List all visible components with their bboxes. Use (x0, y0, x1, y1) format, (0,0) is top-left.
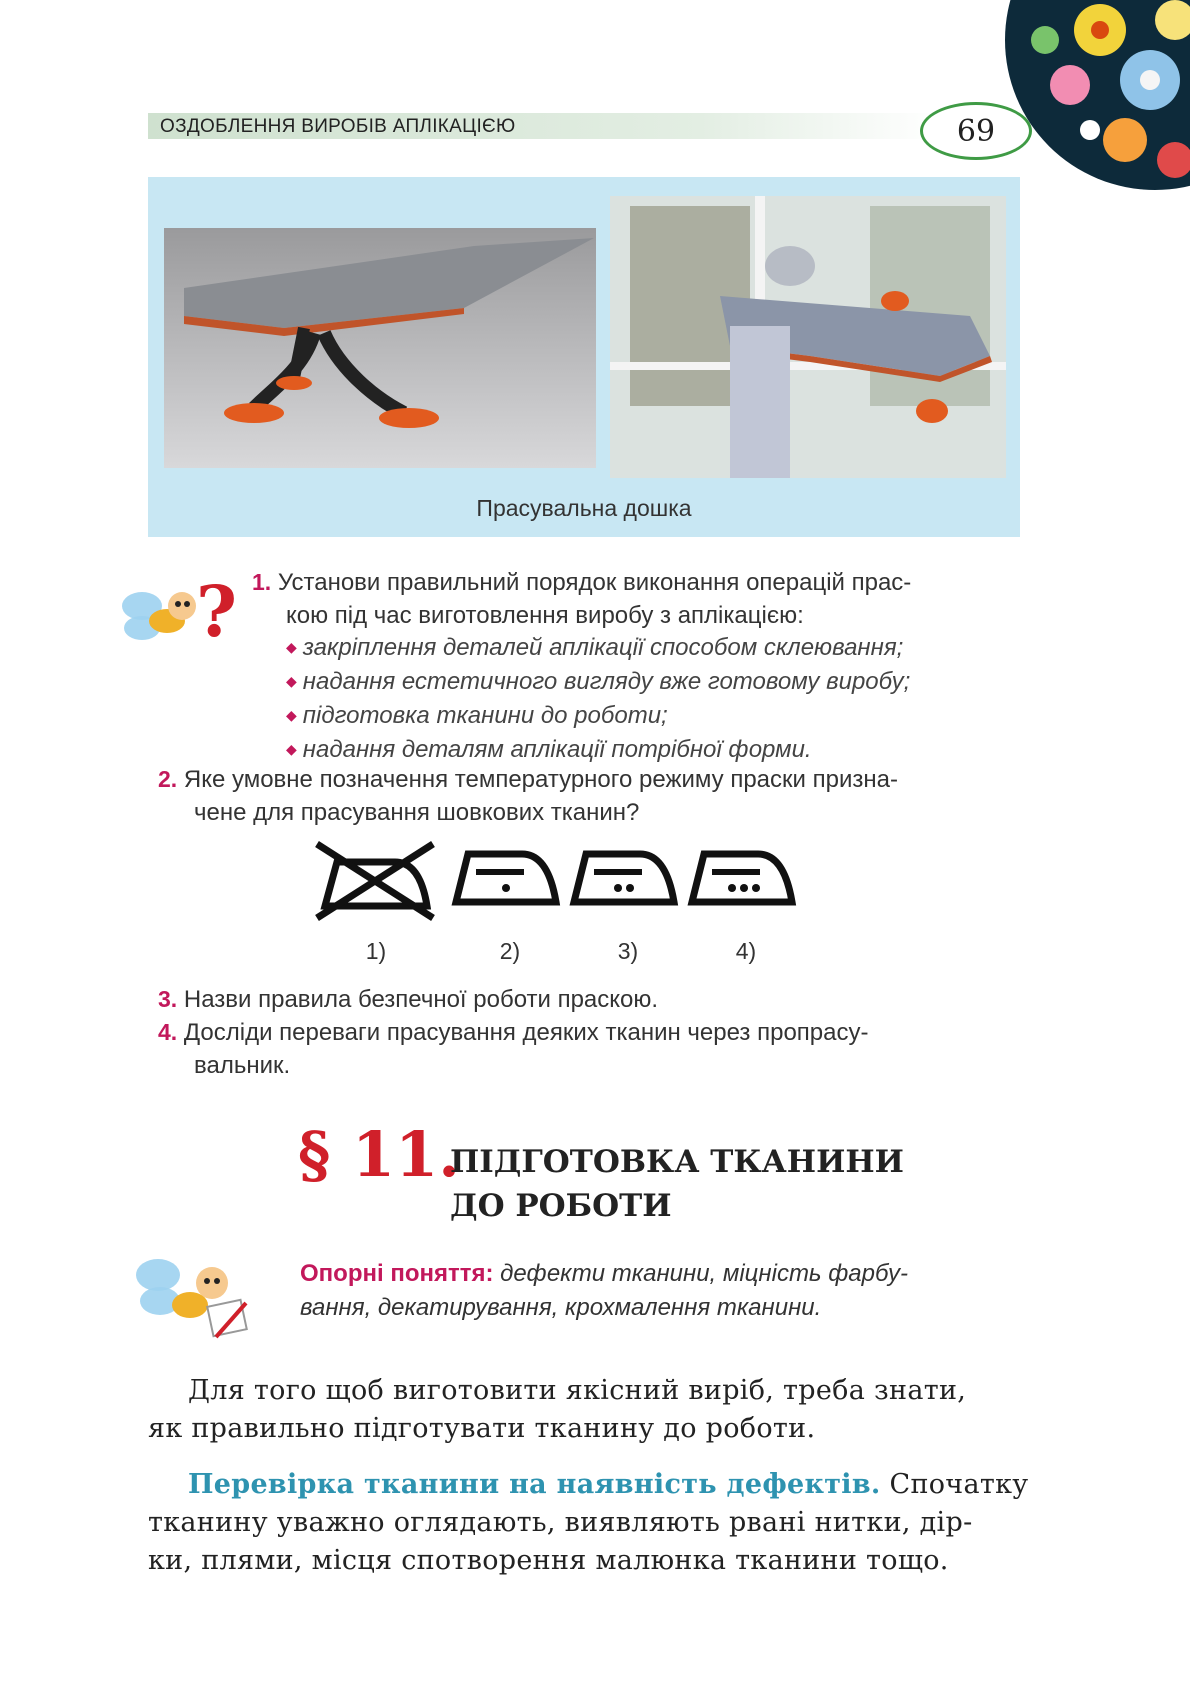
iron-one-dot-icon (450, 842, 562, 908)
floral-corner-decoration (950, 0, 1190, 200)
bee-question-icon (112, 566, 238, 666)
key-concepts-line1: дефекти тканини, міцність фарбу- (500, 1260, 908, 1287)
section-title-line1: ПІДГОТОВКА ТКАНИНИ (450, 1144, 904, 1180)
key-concepts-line2: вання, декатирування, крохмалення тканини. (300, 1294, 822, 1321)
question-text-line1: Яке умовне позначення температурного режиму праски призна- (183, 766, 898, 793)
question-number: 1. (252, 569, 272, 595)
body-paragraph-2-line3: ки, плями, місця спотворення малюнка тканини тощо. (148, 1545, 949, 1576)
question-4 (158, 1016, 868, 1082)
list-item: ◆ закріплення деталей аплікації способом склеювання; (286, 634, 904, 661)
ironing-board-photo-right (610, 196, 1006, 478)
symbol-label-2: 2) (499, 938, 521, 964)
question-2 (158, 763, 898, 829)
question-text-line1: Установи правильний порядок виконання операцій прас- (277, 569, 912, 596)
question-text-line1: Досліди переваги прасування деяких тканин через пропрасу- (183, 1019, 869, 1046)
body-paragraph-2-line1: Перевірка тканини на наявність дефектів. Спочатку (188, 1469, 1029, 1500)
key-concepts (300, 1257, 1020, 1325)
question-1-options (286, 632, 910, 768)
running-title: ОЗДОБЛЕННЯ ВИРОБІВ АПЛІКАЦІЄЮ (160, 116, 516, 137)
question-text-line1: Назви правила безпечної роботи праскою. (183, 986, 659, 1013)
svg-text:?: ? (196, 570, 238, 653)
section-number: § 11. (298, 1118, 460, 1191)
question-number: 3. (158, 986, 178, 1012)
question-1 (252, 566, 911, 632)
question-number: 4. (158, 1019, 178, 1045)
symbol-label-4: 4) (735, 938, 757, 964)
question-number: 2. (158, 766, 178, 792)
section-title-line2: ДО РОБОТИ (450, 1188, 672, 1224)
iron-two-dots-icon (568, 842, 680, 908)
figure-caption: Прасувальна дошка (476, 495, 692, 521)
list-item: ◆ надання естетичного вигляду вже готовому виробу; (286, 668, 911, 695)
question-text-line2: кою під час виготовлення виробу з аплікацією: (286, 602, 804, 629)
body-paragraph-1-line2: як правильно підготувати тканину до роботи. (148, 1413, 816, 1444)
paragraph-heading: Перевірка тканини на наявність дефектів. (188, 1469, 881, 1500)
list-item: ◆ надання деталям аплікації потрібної форми. (286, 736, 812, 763)
body-paragraph-2-line2: тканину уважно оглядають, виявляють рвані нитки, дір- (148, 1507, 973, 1538)
section-title (450, 1140, 904, 1228)
key-concepts-label: Опорні поняття: (300, 1260, 494, 1287)
symbol-label-3: 3) (617, 938, 639, 964)
body-paragraph-1-line1: Для того щоб виготовити якісний виріб, треба знати, (188, 1375, 967, 1406)
page-number: 69 (920, 102, 1032, 160)
symbol-label-1: 1) (365, 938, 387, 964)
list-item: ◆ підготовка тканини до роботи; (286, 702, 668, 729)
iron-three-dots-icon (686, 842, 798, 908)
ironing-board-photo-left (164, 228, 596, 468)
bee-writing-icon (130, 1245, 260, 1345)
question-3 (158, 983, 658, 1016)
question-text-line2: чене для прасування шовкових тканин? (194, 799, 640, 826)
question-text-line2: вальник. (194, 1052, 291, 1079)
iron-prohibited-icon (315, 840, 435, 920)
